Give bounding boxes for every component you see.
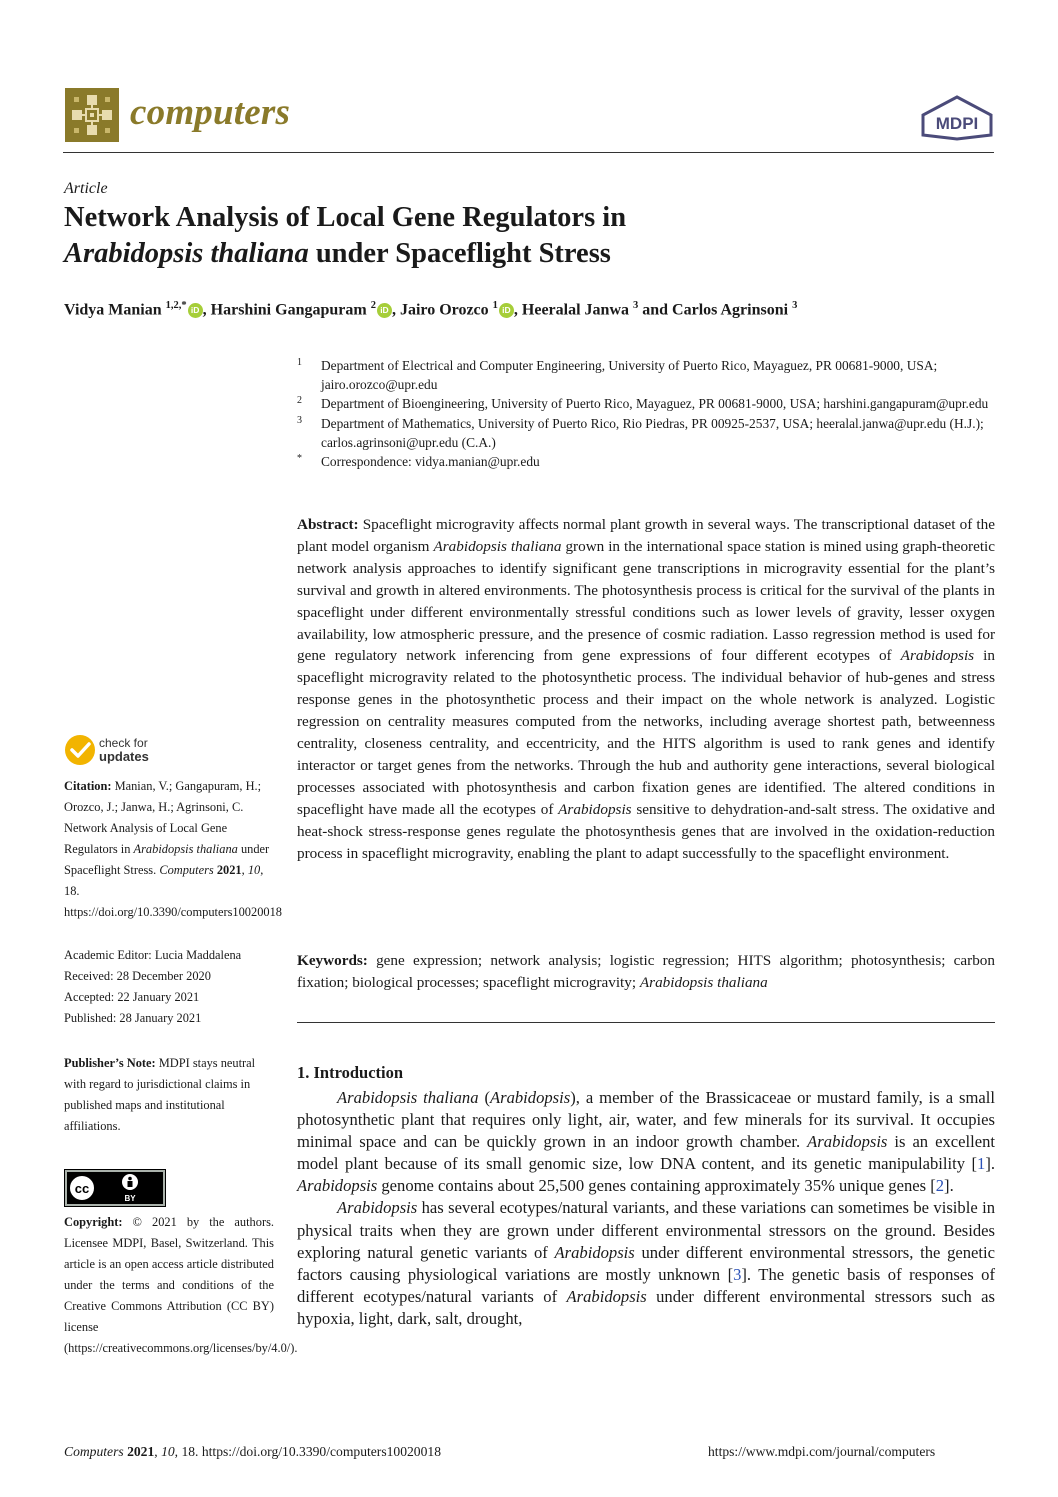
citation-block: Citation: Manian, V.; Gangapuram, H.; Orozco, J.; Janwa, H.; Agrinsoni, C. Network Analysis of Local Gene Regulators in Arabidopsis thaliana under Spaceflight Stress. Computers 2021, 10, 18. https://doi.org/10.3390/computers10020018 [64, 779, 282, 919]
citation-link[interactable]: 3 [733, 1264, 742, 1284]
check-updates-line1: check for [99, 736, 148, 750]
citation-link[interactable]: 1 [977, 1154, 986, 1174]
paragraph: Arabidopsis has several ecotypes/natural variants, and these variations can sometimes be visible in physical traits when they are grown under different environmental stressors on the ground. Besides exploring natural genetic variants of Arabidopsis under different environmental stressors, the genetic factors causing physiological variations are mostly unknown [3]. The genetic basis of responses of different ecotypes/natural variants of Arabidopsis under different environmental stressors such as hypoxia, light, dark, salt, drought, [297, 1198, 996, 1328]
cc-by-license-icon[interactable] [64, 1169, 166, 1212]
author-affil-sup: 3 [633, 300, 639, 311]
introduction-body [297, 1087, 995, 1330]
check-updates-line2: updates [99, 749, 149, 764]
copyright-block: Copyright: © 2021 by the authors. Licensee MDPI, Basel, Switzerland. This article is an open access article distributed under the terms and conditions of the Creative Commons Attribution (CC BY) license (https://creativecommons.org/licenses/by/4.0/). [64, 1215, 298, 1355]
received-date: Received: 28 December 2020 [64, 969, 211, 983]
title-species: Arabidopsis thaliana [64, 238, 309, 269]
publisher-note: Publisher’s Note: MDPI stays neutral with regard to jurisdictional claims in published maps and institutional affiliations. [64, 1056, 256, 1133]
by-text: BY [124, 1194, 136, 1203]
footer-citation: Computers 2021, 10, 18. https://doi.org/10.3390/computers10020018 [64, 1444, 441, 1459]
affiliation-item: 1 Department of Electrical and Computer Engineering, University of Puerto Rico, Mayaguez, PR 00681-9000, USA; jairo.orozco@upr.edu [297, 357, 938, 393]
section-heading-introduction: 1. Introduction [297, 1063, 404, 1082]
author-name: Harshini Gangapuram [210, 301, 367, 319]
section-divider [297, 1022, 995, 1023]
author-affil-sup: 2 [370, 300, 376, 311]
dates-block [64, 945, 274, 1029]
author-name: Vidya Manian [64, 301, 162, 319]
published-date: Published: 28 January 2021 [64, 1011, 202, 1025]
orcid-icon[interactable]: iD [188, 303, 203, 318]
correspondence-mark: * [181, 300, 187, 311]
citation-link[interactable]: 2 [935, 1176, 945, 1196]
mdpi-logo-text: MDPI [935, 114, 979, 133]
author-list: Vidya Manian $^{1,2,*}$ iD , Harshini Gangapuram $^2$ iD , Jairo Orozco $^1$ iD , Heeralal Janwa $^3$ and Carlos Agrinsoni $^3$ [64, 300, 798, 319]
affiliations [297, 356, 997, 471]
title-line2-rest: under Spaceflight Stress [308, 238, 611, 269]
paragraph: Arabidopsis thaliana (Arabidopsis), a member of the Brassicaceae or mustard family, is a small photosynthetic plant that requires only light, air, water, and few minerals for its survival. It occupies minimal space and can be quickly grown in an indoor growth chamber. Arabidopsis is an excellent model plant because of its small genomic size, low DNA content, and its genetic manipulability [1]. Arabidopsis genome contains about 25,500 genes containing approximately 35% unique genes [2]. [297, 1088, 995, 1196]
orcid-icon[interactable]: iD [499, 303, 514, 318]
header-divider [63, 152, 994, 153]
academic-editor: Academic Editor: Lucia Maddalena [64, 948, 242, 962]
accepted-date: Accepted: 22 January 2021 [64, 990, 200, 1004]
affiliation-item: 3 Department of Mathematics, University of Puerto Rico, Rio Piedras, PR 00925-2537, USA; heeralal.janwa@upr.edu (H.J.); carlos.agrinsoni@upr.edu (C.A.) [297, 414, 984, 450]
orcid-icon[interactable]: iD [377, 303, 392, 318]
author-name: Carlos Agrinsoni [672, 301, 789, 319]
keywords-label: Keywords: [297, 952, 368, 969]
footer-journal-url[interactable]: https://www.mdpi.com/journal/computers [708, 1444, 936, 1459]
abstract: Abstract: Spaceflight microgravity affects normal plant growth in several ways. The transcriptional dataset of the plant model organism Arabidopsis thaliana grown in the international space station is mined using graph-theoretic network analysis approaches to identify significant gene transcriptions in microgravity essential for the plant’s survival and growth in altered environments. The photosynthesis process is critical for the survival of the plants in spaceflight under different environmentally stressful conditions such as lower levels of gravity, lesser oxygen availability, low atmospheric pressure, and the presence of cosmic radiation. Lasso regression method is used for gene regulatory network inferencing from gene expressions of four different ecotypes of Arabidopsis in spaceflight microgravity related to the photosynthetic process. The individual behavior of hub-genes and stress response genes in the photosynthetic process and their impact on the whole network is analyzed. Logistic regression on centrality measures computed from the networks, including average shortest path, betweenness centrality, closeness centrality, and eccentricity, and the HITS algorithm is used to rank genes and identify interactor or target genes from the networks. Through the hub and authority gene interactions, several biological processes associated with photosynthesis and carbon fixation genes are identified. The altered conditions in spaceflight have made all the ecotypes of Arabidopsis sensitive to dehydration-and-salt stress. The oxidative and heat-shock stress-response genes regulate the photosynthesis genes that are involved in the oxidation-reduction process in spaceflight microgravity, enabling the plant to adapt successfully to the spaceflight environment. [297, 516, 996, 862]
title-line1: Network Analysis of Local Gene Regulators in [64, 202, 627, 233]
author-affil-sup: 1,2, [165, 300, 182, 311]
mdpi-logo-icon [920, 95, 994, 146]
abstract-label: Abstract: [297, 516, 359, 533]
check-for-updates-button[interactable] [64, 733, 164, 772]
author-affil-sup: 1 [492, 300, 498, 311]
author-name: Jairo Orozco [399, 301, 489, 319]
article-title [64, 200, 924, 272]
journal-logo-icon [65, 88, 119, 142]
author-affil-sup: 3 [792, 300, 798, 311]
article-type: Article [64, 180, 108, 197]
affiliation-item: 2 Department of Bioengineering, University of Puerto Rico, Mayaguez, PR 00681-9000, USA; harshini.gangapuram@upr.edu [297, 395, 989, 412]
correspondence-item: * Correspondence: vidya.manian@upr.edu [297, 453, 540, 470]
journal-name: computers [130, 92, 291, 133]
cc-text: cc [74, 1181, 90, 1196]
author-name: Heeralal Janwa [521, 301, 629, 319]
keywords: Keywords: gene expression; network analysis; logistic regression; HITS algorithm; photosynthesis; carbon fixation; biological processes; spaceflight microgravity; Arabidopsis thaliana [297, 952, 995, 991]
